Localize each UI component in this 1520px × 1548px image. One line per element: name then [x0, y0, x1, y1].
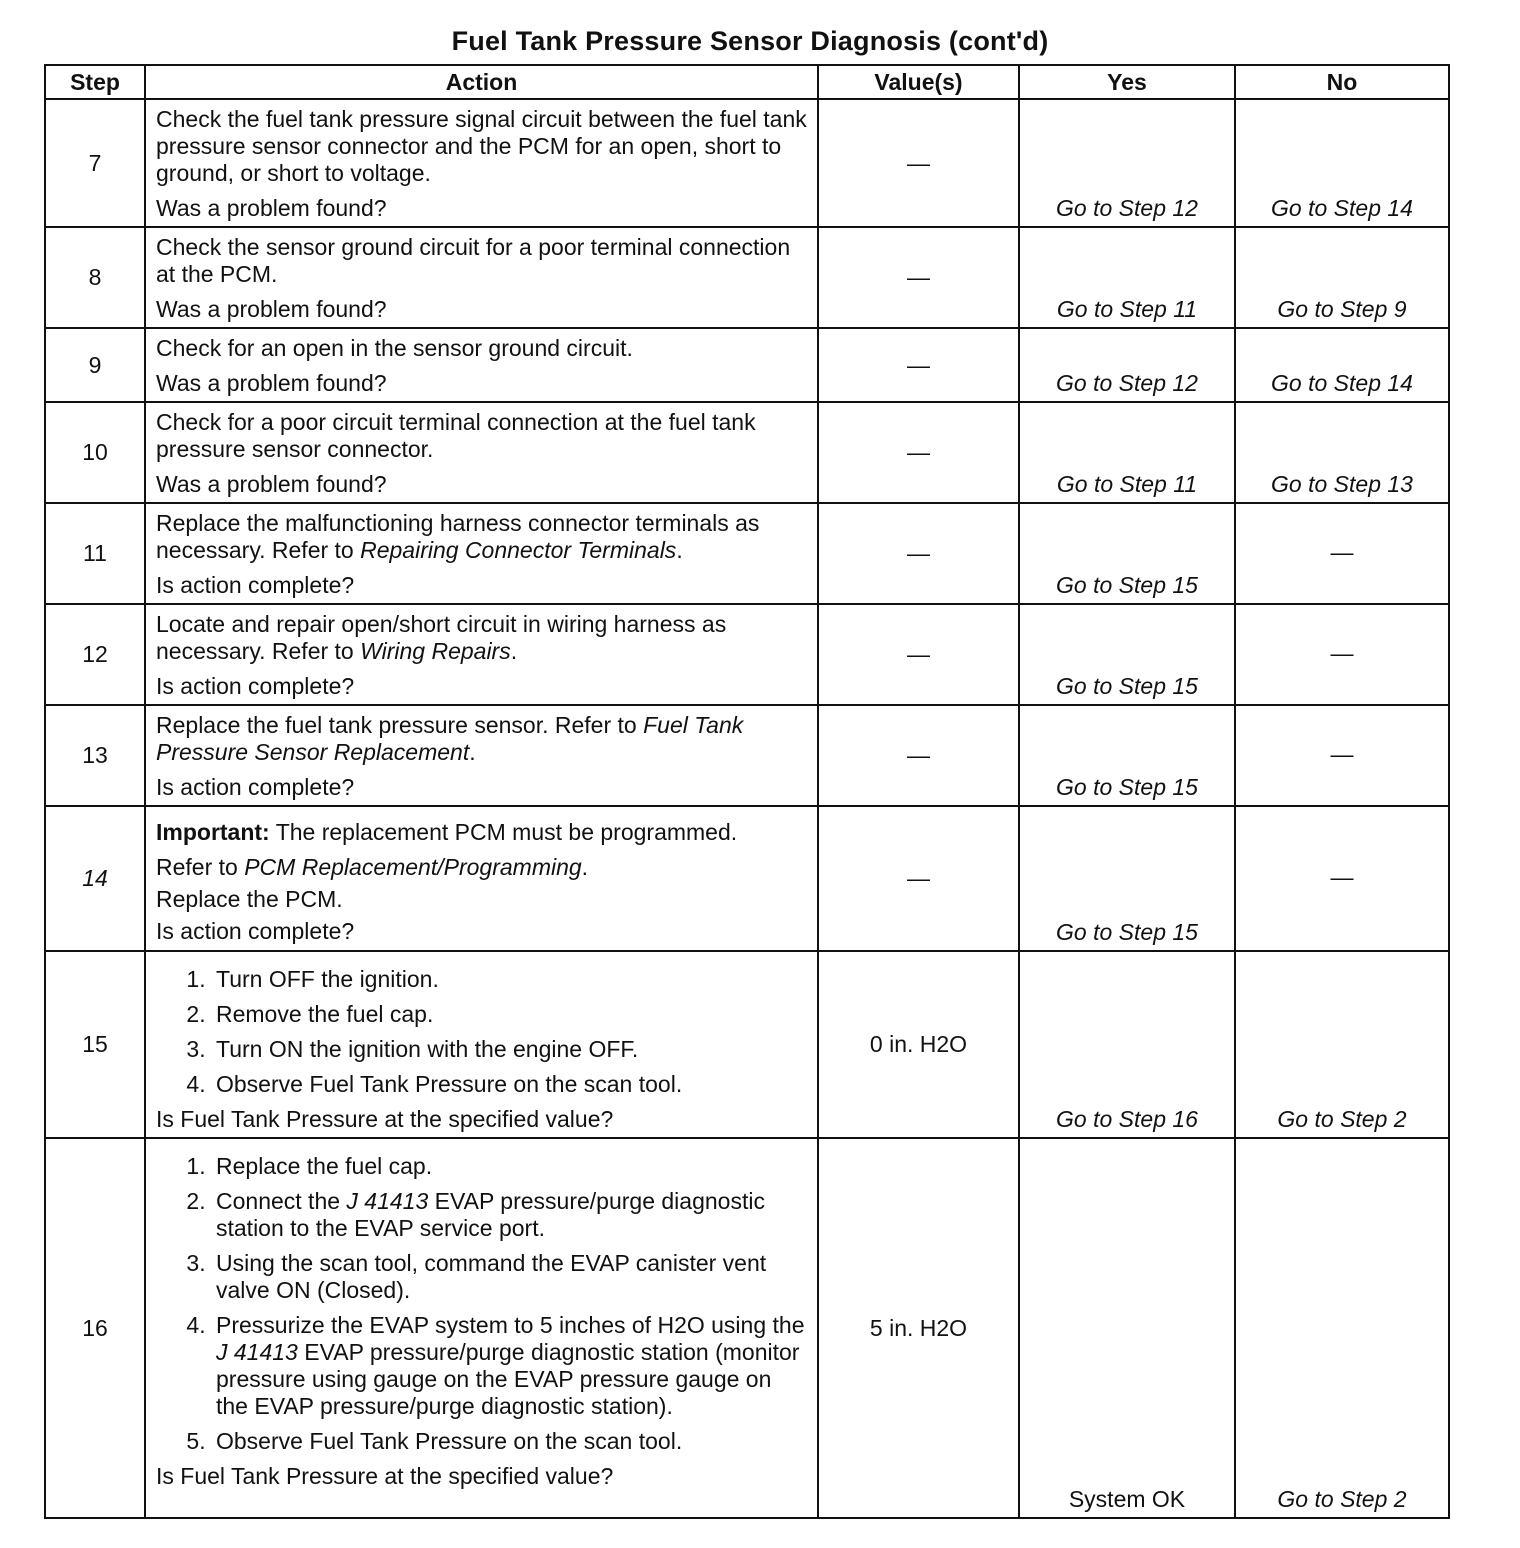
action-question: Is action complete?	[156, 572, 355, 598]
step-text: Pressurize the EVAP system to 5 inches of H2O using the	[216, 1312, 805, 1338]
step-text: EVAP pressure/purge diagnostic station to the EVAP service port.	[216, 1188, 765, 1241]
action-text-main: Replace the malfunctioning harness connector terminals as necessary. Refer to	[156, 510, 760, 563]
table-row	[45, 503, 1449, 604]
action-cell	[145, 328, 818, 402]
action-cell	[145, 604, 818, 705]
action-question: Is action complete?	[156, 673, 355, 699]
step-number: 15	[45, 951, 145, 1138]
procedure-list	[156, 1153, 807, 1455]
no-cell: Go to Step 14	[1235, 328, 1449, 402]
reference-link: Repairing Connector Terminals	[360, 537, 677, 563]
value-cell: —	[818, 227, 1019, 328]
action-question: Is action complete?	[156, 918, 355, 944]
page-title: Fuel Tank Pressure Sensor Diagnosis (cont'd)	[451, 26, 1049, 56]
procedure-step: 2. Remove the fuel cap.	[212, 1001, 807, 1028]
header-no: No	[1235, 65, 1449, 99]
action-text: Check the fuel tank pressure signal circuit between the fuel tank pressure sensor connector and the PCM for an open, short to ground, or short to voltage.	[156, 106, 807, 186]
yes-cell: Go to Step 11	[1019, 402, 1235, 503]
action-question: Was a problem found?	[156, 471, 387, 497]
tool-reference: J 41413	[346, 1188, 429, 1214]
no-cell: —	[1235, 806, 1449, 951]
action-text-main: Replace the fuel tank pressure sensor. Refer to	[156, 712, 644, 738]
table-row	[45, 604, 1449, 705]
important-label: Important:	[156, 819, 270, 845]
step-number: 8	[45, 227, 145, 328]
no-cell: —	[1235, 503, 1449, 604]
yes-cell: Go to Step 15	[1019, 604, 1235, 705]
reference-link: Fuel Tank Pressure Sensor Replacement	[156, 712, 744, 765]
action-text: Check for an open in the sensor ground circuit.	[156, 335, 633, 361]
value-cell: —	[818, 503, 1019, 604]
important-text: The replacement PCM must be programmed.	[269, 819, 738, 845]
no-cell: —	[1235, 604, 1449, 705]
procedure-step: 4. Observe Fuel Tank Pressure on the scan tool.	[212, 1071, 807, 1098]
procedure-step: 3. Using the scan tool, command the EVAP canister vent valve ON (Closed).	[212, 1250, 807, 1304]
refer-tail: .	[581, 854, 589, 880]
action-cell	[145, 951, 818, 1138]
yes-cell: Go to Step 12	[1019, 328, 1235, 402]
action-text-main: Locate and repair open/short circuit in wiring harness as necessary. Refer to	[156, 611, 727, 664]
yes-cell: Go to Step 15	[1019, 705, 1235, 806]
header-yes: Yes	[1019, 65, 1235, 99]
reference-link: Wiring Repairs	[360, 638, 511, 664]
header-step: Step	[45, 65, 145, 99]
reference-link: PCM Replacement/Programming	[244, 854, 582, 880]
action-cell	[145, 1138, 818, 1518]
action-question: Was a problem found?	[156, 296, 387, 322]
step-number: 12	[45, 604, 145, 705]
step-number: 11	[45, 503, 145, 604]
value-cell: —	[818, 402, 1019, 503]
table-row	[45, 99, 1449, 227]
procedure-list	[156, 966, 807, 1098]
action-text	[156, 712, 807, 766]
header-row	[45, 65, 1449, 99]
action-cell	[145, 503, 818, 604]
refer-label: Refer to	[156, 854, 245, 880]
no-cell: —	[1235, 705, 1449, 806]
action-text: Check for a poor circuit terminal connection at the fuel tank pressure sensor connector.	[156, 409, 756, 462]
action-text-tail: .	[510, 638, 518, 664]
action-question: Is Fuel Tank Pressure at the specified value?	[156, 1463, 614, 1489]
replace-text: Replace the PCM.	[156, 886, 343, 912]
no-cell: Go to Step 2	[1235, 1138, 1449, 1518]
yes-cell: Go to Step 15	[1019, 806, 1235, 951]
table-row	[45, 227, 1449, 328]
step-text: Connect the	[216, 1188, 347, 1214]
header-values: Value(s)	[818, 65, 1019, 99]
table-row	[45, 1138, 1449, 1518]
no-cell: Go to Step 2	[1235, 951, 1449, 1138]
no-cell: Go to Step 9	[1235, 227, 1449, 328]
action-cell	[145, 402, 818, 503]
procedure-step	[212, 1188, 807, 1242]
step-number: 7	[45, 99, 145, 227]
action-question: Was a problem found?	[156, 370, 387, 396]
procedure-step: 3. Turn ON the ignition with the engine OFF.	[212, 1036, 807, 1063]
procedure-step: 5. Observe Fuel Tank Pressure on the scan tool.	[212, 1428, 807, 1455]
step-number: 10	[45, 402, 145, 503]
yes-cell: Go to Step 11	[1019, 227, 1235, 328]
step-number: 13	[45, 705, 145, 806]
yes-cell: Go to Step 15	[1019, 503, 1235, 604]
action-text	[156, 611, 807, 665]
important-note	[156, 819, 807, 846]
action-cell	[145, 99, 818, 227]
diagnosis-table	[44, 64, 1450, 1519]
yes-cell: System OK	[1019, 1138, 1235, 1518]
value-cell: 5 in. H2O	[818, 1138, 1019, 1518]
action-question: Was a problem found?	[156, 195, 387, 221]
action-text: Check the sensor ground circuit for a poor terminal connection at the PCM.	[156, 234, 791, 287]
table-row	[45, 402, 1449, 503]
refer-text	[156, 854, 807, 881]
action-question: Is action complete?	[156, 774, 355, 800]
action-cell	[145, 705, 818, 806]
step-number: 16	[45, 1138, 145, 1518]
procedure-step: 1. Turn OFF the ignition.	[212, 966, 807, 993]
action-text-tail: .	[469, 739, 476, 765]
table-row	[45, 806, 1449, 951]
tool-reference: J 41413	[216, 1339, 298, 1365]
value-cell: 0 in. H2O	[818, 951, 1019, 1138]
value-cell: —	[818, 328, 1019, 402]
table-row	[45, 951, 1449, 1138]
value-cell: —	[818, 705, 1019, 806]
table-row	[45, 705, 1449, 806]
header-action: Action	[145, 65, 818, 99]
procedure-step	[212, 1312, 807, 1420]
value-cell: —	[818, 604, 1019, 705]
step-number: 9	[45, 328, 145, 402]
action-cell	[145, 227, 818, 328]
action-text	[156, 510, 807, 564]
action-question: Is Fuel Tank Pressure at the specified value?	[156, 1106, 614, 1132]
procedure-step: 1. Replace the fuel cap.	[212, 1153, 807, 1180]
yes-cell: Go to Step 16	[1019, 951, 1235, 1138]
action-cell	[145, 806, 818, 951]
step-text: EVAP pressure/purge diagnostic station (monitor pressure using gauge on the EVAP pressure gauge on the EVAP pressure/purge diagnostic station).	[216, 1339, 800, 1419]
yes-cell: Go to Step 12	[1019, 99, 1235, 227]
no-cell: Go to Step 13	[1235, 402, 1449, 503]
table-row	[45, 328, 1449, 402]
value-cell: —	[818, 99, 1019, 227]
value-cell: —	[818, 806, 1019, 951]
action-text-tail: .	[676, 537, 683, 563]
no-cell: Go to Step 14	[1235, 99, 1449, 227]
step-number: 14	[45, 806, 145, 951]
